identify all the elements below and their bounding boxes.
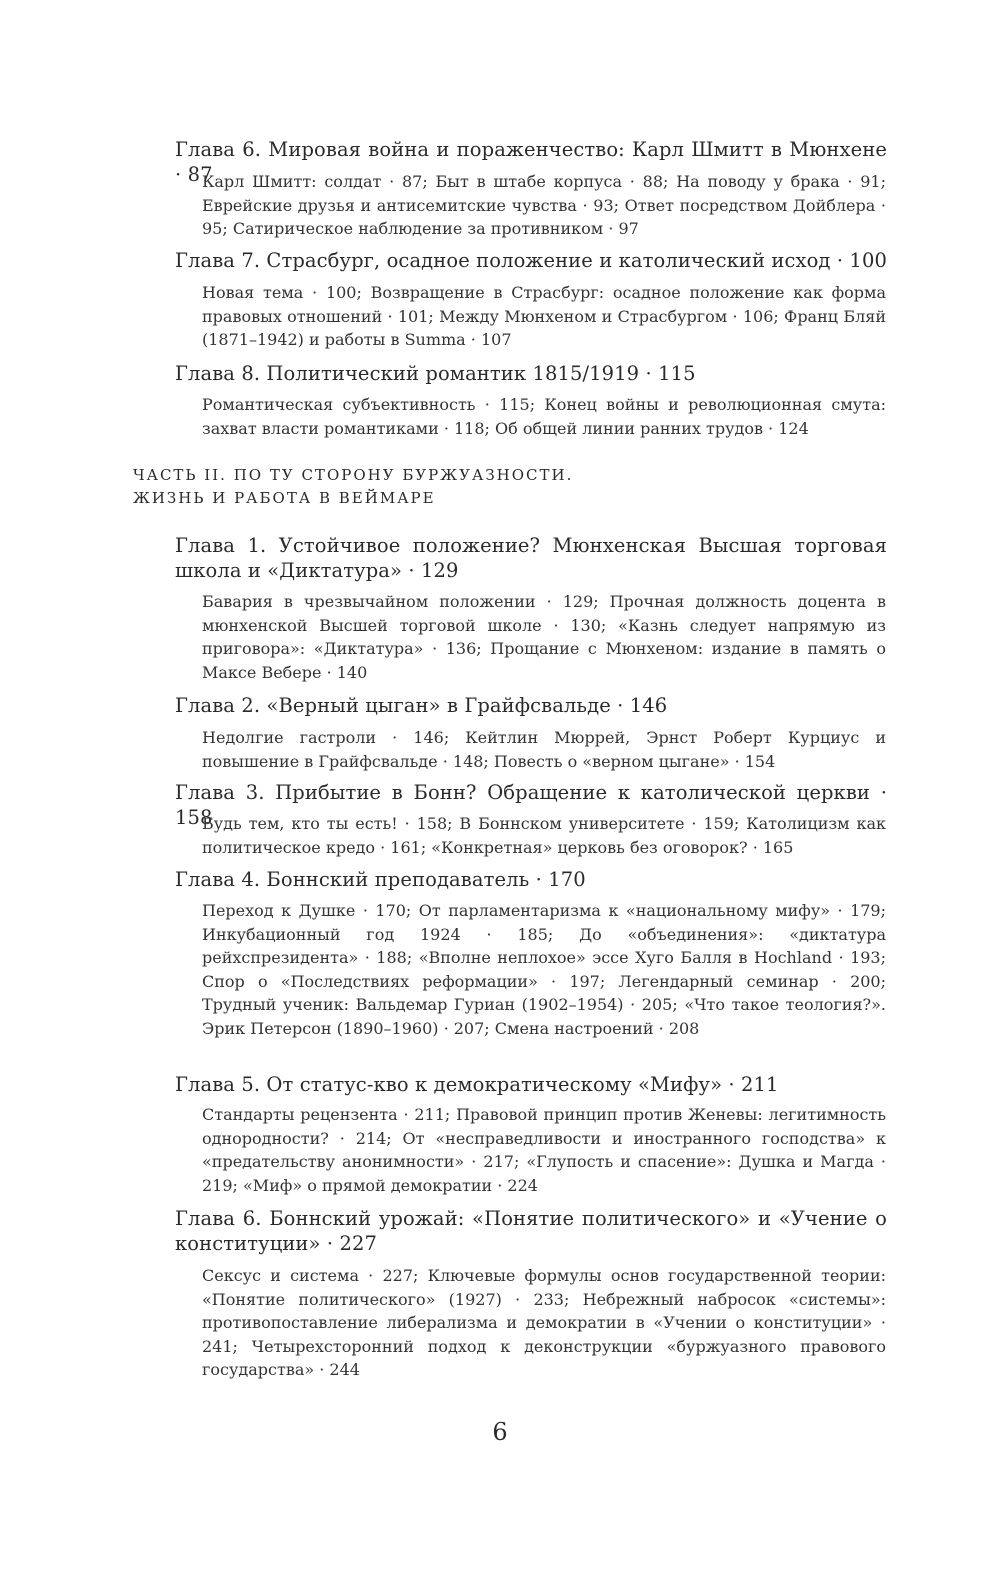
chapter-title: Глава 1. Устойчивое положение? Мюнхенская Высшая торговая школа и «Диктатура» · 129 [175,534,887,582]
chapter-subsections: Переход к Душке · 170; От парламентаризма к «национальному мифу» · 179; Инкубационный год 1924 · 185; До «объединения»: «диктатура рейхспрезидента» · 188; «Вполне неплохое» эссе Хуго Балля в Hochland · 193; Спор о «Последствиях реформации» · 197; Легендарный семинар · 200; Трудный ученик: Вальдемар Гуриан (1902–1954) · 205; «Что такое теология?». Эрик Петерсон (1890–1960) · 207; Смена настроений · 208 [202,901,886,1038]
chapter-subsections: Стандарты рецензента · 211; Правовой принцип против Женевы: легитимность однородности? · 214; От «несправедливости и иностранного господства» к «предательству анонимности» · 217; «Глупость и спасение»: Душка и Магда · 219; «Миф» о прямой демократии · 224 [202,1105,886,1195]
chapter-subsections: Карл Шмитт: солдат · 87; Быт в штабе корпуса · 88; На поводу у брака · 91; Еврейские друзья и антисемитские чувства · 93; Ответ посредством Дойблера · 95; Сатирическое наблюдение за противником · 97 [202,172,886,238]
chapter-title: Глава 7. Страсбург, осадное положение и католический исход · 100 [175,249,887,272]
chapter-title: Глава 8. Политический романтик 1815/1919 · 115 [175,362,696,385]
chapter-subsections: Недолгие гастроли · 146; Кейтлин Мюррей, Эрнст Роберт Курциус и повышение в Грайфсвальде · 148; Повесть о «верном цыгане» · 154 [202,728,886,771]
chapter-subsections: Будь тем, кто ты есть! · 158; В Боннском университете · 159; Католицизм как политическое кредо · 161; «Конкретная» церковь без оговорок? · 165 [202,814,886,857]
chapter-title: Глава 2. «Верный цыган» в Грайфсвальде · 146 [175,694,668,717]
chapter-subsections: Сексус и система · 227; Ключевые формулы основ государственной теории: «Понятие политического» (1927) · 233; Небрежный набросок «системы»: противопоставление либерализма и демократии в «Учении о конституции» · 241; Четырехсторонний подход к деконструкции «буржуазного правового государства» · 244 [202,1266,886,1379]
chapter-subsections: Романтическая субъективность · 115; Конец войны и революционная смута: захват власти романтиками · 118; Об общей линии ранних трудов · 124 [202,395,886,438]
part-heading-line: ЖИЗНЬ И РАБОТА В ВЕЙМАРЕ [133,489,436,507]
chapter-title: Глава 6. Мировая война и пораженчество: Карл Шмитт в Мюнхене · 87 [175,138,887,186]
part-heading-line: ЧАСТЬ II. ПО ТУ СТОРОНУ БУРЖУАЗНОСТИ. [133,466,574,484]
page-number: 6 [492,1418,508,1446]
chapter-title: Глава 6. Боннский урожай: «Понятие политического» и «Учение о конституции» · 227 [175,1207,887,1255]
chapter-title: Глава 3. Прибытие в Бонн? Обращение к католической церкви · 158 [175,781,887,829]
part-heading [133,464,893,510]
chapter-subsections: Новая тема · 100; Возвращение в Страсбург: осадное положение как форма правовых отношений · 101; Между Мюнхеном и Страсбургом · 106; Франц Бляй (1871–1942) и работы в Summa · 107 [202,283,886,349]
chapter-title: Глава 4. Боннский преподаватель · 170 [175,868,586,891]
chapter-subsections: Бавария в чрезвычайном положении · 129; Прочная должность доцента в мюнхенской Высшей торговой школе · 130; «Казнь следует напрямую из приговора»: «Диктатура» · 136; Прощание с Мюнхеном: издание в память о Максе Вебере · 140 [202,592,886,682]
chapter-title: Глава 5. От статус-кво к демократическому «Мифу» · 211 [175,1073,779,1096]
